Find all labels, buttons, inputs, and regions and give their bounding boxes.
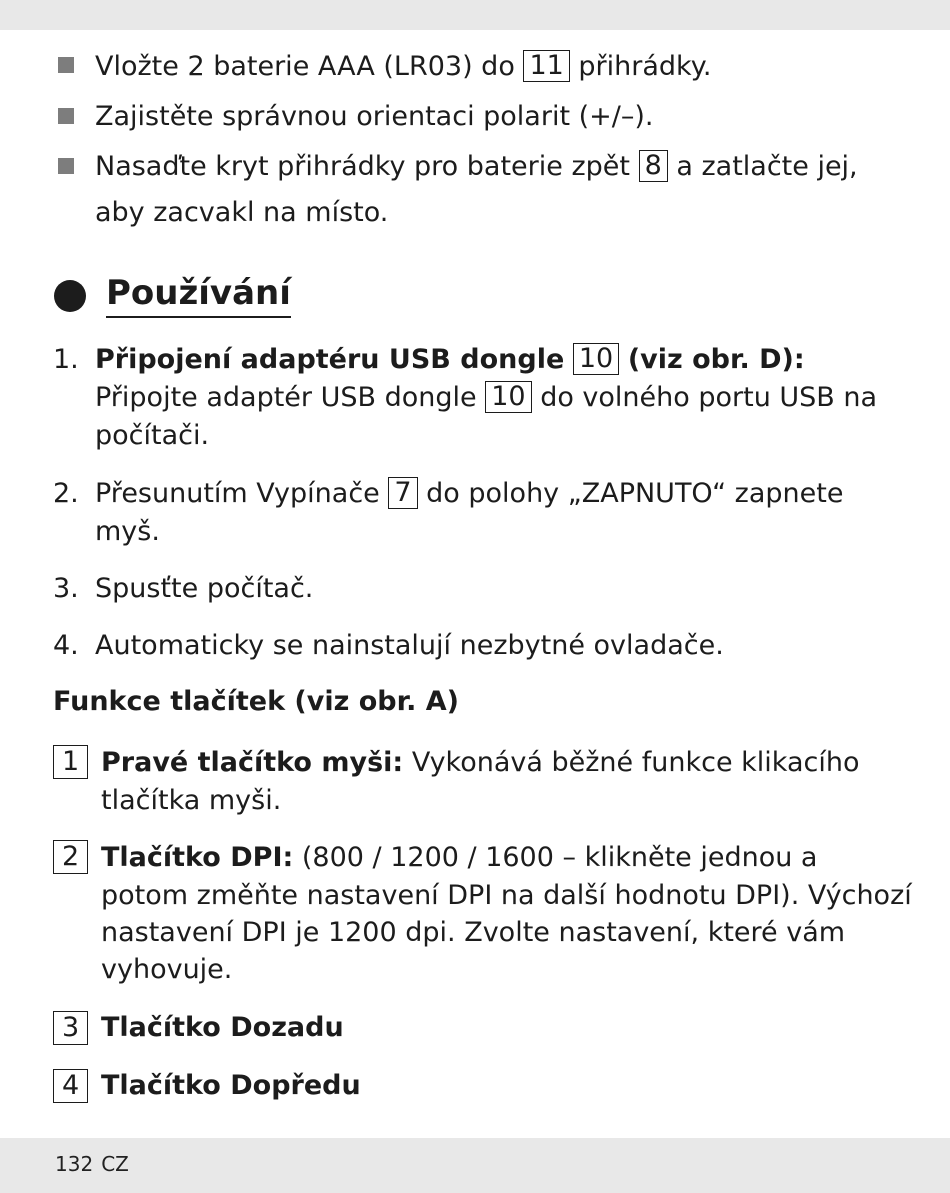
step-number: 2.	[53, 478, 79, 509]
bottom-band	[0, 1138, 950, 1193]
function-text: Vykonává běžné funkce klikacího	[411, 747, 860, 778]
section-dot-icon	[54, 280, 86, 312]
bullet-polarity: Zajistěte správnou orientaci polarit (+/–).	[95, 101, 654, 132]
function-4-label: Tlačítko Dopředu	[101, 1070, 361, 1101]
bullet-text: a zatlačte jej,	[676, 151, 858, 182]
function-1-line2: tlačítka myši.	[101, 785, 282, 816]
step-1-heading	[95, 341, 805, 379]
step-bold-text: (viz obr. D):	[627, 344, 805, 375]
step-4-text: Automaticky se nainstalují nezbytné ovladače.	[95, 630, 724, 661]
function-ref-box: 1	[53, 745, 88, 779]
function-2-line3: nastavení DPI je 1200 dpi. Zvolte nastavení, které vám	[101, 917, 846, 948]
function-ref-box: 3	[53, 1011, 88, 1045]
ref-box: 11	[523, 50, 569, 82]
step-2-line2: myš.	[95, 516, 160, 547]
square-bullet-icon	[58, 108, 74, 124]
language-code: CZ	[101, 1152, 129, 1176]
bullet-text: Vložte 2 baterie AAA (LR03) do	[95, 51, 515, 82]
functions-heading: Funkce tlačítek (viz obr. A)	[53, 686, 459, 717]
section-title: Používání	[106, 270, 291, 318]
step-number: 3.	[53, 573, 79, 604]
function-2-line4: vyhovuje.	[101, 954, 233, 985]
step-number: 4.	[53, 630, 79, 661]
step-1-line2	[95, 379, 877, 417]
step-2-line1	[95, 475, 843, 513]
function-2-line1	[101, 839, 817, 877]
bullet-cover	[95, 148, 858, 186]
function-ref-box: 2	[53, 840, 88, 874]
bullet-cover-cont: aby zacvakl na místo.	[95, 197, 389, 228]
top-band	[0, 0, 950, 30]
step-text: Připojte adaptér USB dongle	[95, 382, 477, 413]
bullet-text: přihrádky.	[578, 51, 712, 82]
function-label: Tlačítko DPI:	[101, 842, 294, 873]
step-3-text: Spusťte počítač.	[95, 573, 314, 604]
footer	[55, 1152, 137, 1176]
square-bullet-icon	[58, 57, 74, 73]
function-1-line1	[101, 744, 859, 782]
ref-box: 10	[573, 343, 619, 375]
page-number: 132	[55, 1152, 94, 1176]
step-text: do volného portu USB na	[540, 382, 878, 413]
ref-box: 10	[485, 381, 531, 413]
function-label: Pravé tlačítko myši:	[101, 747, 404, 778]
function-ref-box: 4	[53, 1069, 88, 1103]
function-2-line2: potom změňte nastavení DPI na další hodnotu DPI). Výchozí	[101, 880, 912, 911]
bullet-text: Nasaďte kryt přihrádky pro baterie zpět	[95, 151, 630, 182]
step-bold-text: Připojení adaptéru USB dongle	[95, 344, 565, 375]
step-1-line3: počítači.	[95, 420, 210, 451]
step-text: do polohy „ZAPNUTO“ zapnete	[426, 478, 844, 509]
step-text: Přesunutím Vypínače	[95, 478, 380, 509]
ref-box: 7	[388, 477, 417, 509]
step-number: 1.	[53, 344, 79, 375]
ref-box: 8	[639, 150, 668, 182]
bullet-insert-batteries	[95, 48, 711, 86]
function-text: (800 / 1200 / 1600 – klikněte jednou a	[301, 842, 818, 873]
function-3-label: Tlačítko Dozadu	[101, 1012, 344, 1043]
square-bullet-icon	[58, 158, 74, 174]
